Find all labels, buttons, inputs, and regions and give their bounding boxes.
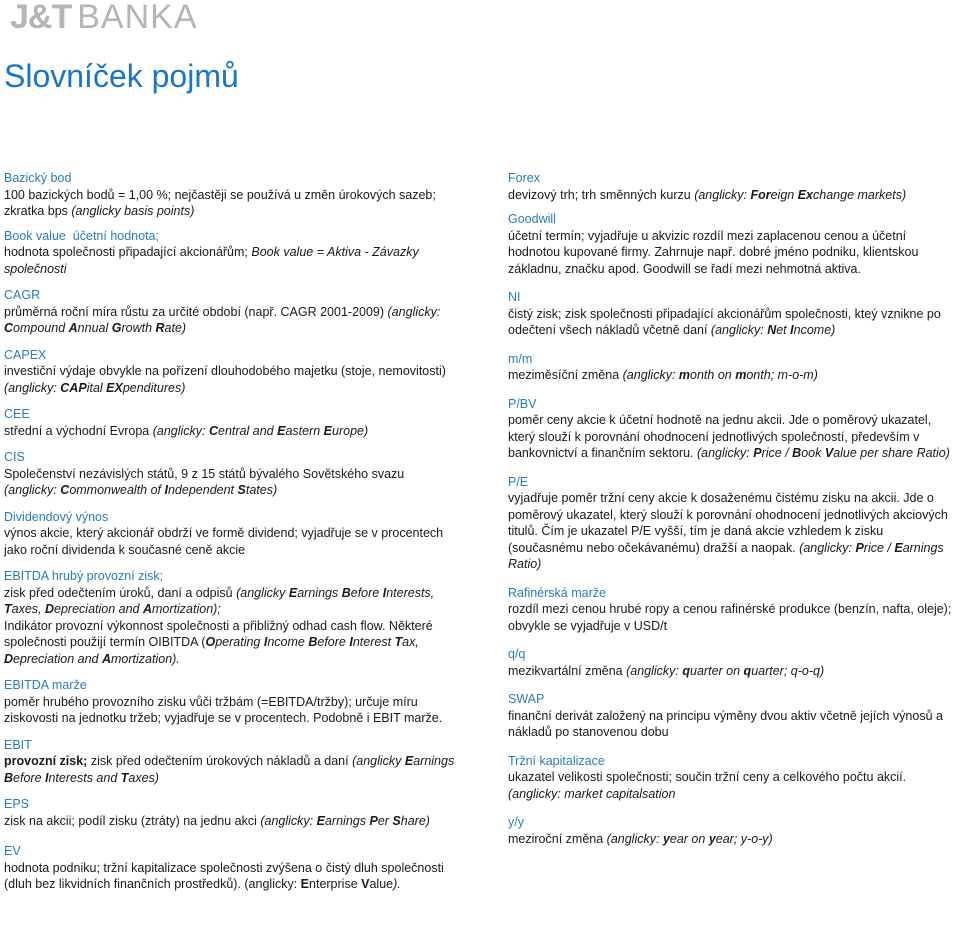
glossary-definition: hodnota podniku; tržní kapitalizace společnosti zvýšena o čistý dluh společnosti (dluh bez likvidních finančních prostředků). (anglicky: Enterprise Value). bbox=[4, 860, 444, 891]
glossary-term: y/y bbox=[508, 815, 524, 829]
glossary-definition: meziměsíční změna (anglicky: month on month; m-o-m) bbox=[508, 368, 818, 382]
glossary-term: Goodwill bbox=[508, 212, 556, 226]
glossary-definition: 100 bazických bodů = 1,00 %; nejčastěji se používá u změn úrokových sazeb; zkratka bps (anglicky basis points) bbox=[4, 187, 436, 218]
glossary-term: P/E bbox=[508, 474, 529, 489]
glossary-definition: ukazatel velikosti společnosti; součin tržní ceny a celkového počtu akcií. (anglicky: market capitalsation bbox=[508, 770, 907, 801]
glossary-term: Bazický bod bbox=[4, 171, 72, 185]
glossary-definition: hodnota společnosti připadající akcionářům; Book value = Aktiva - Závazky společnosti bbox=[4, 245, 419, 276]
glossary-term: P/BV bbox=[508, 396, 537, 411]
glossary-definition: vyjadřuje poměr tržní ceny akcie k dosaženému čistému zisku na akcii. Jde o poměrový ukazatel, který slouží k porovnání ohodnocení jednotlivých akciových titulů. Čím je ukazatel P/E vyšší, tím je daná akcie vzhledem k zisku (současnému nebo očekávanému) dražší a naopak. (anglicky: Price / Earnings Ratio) bbox=[508, 491, 948, 571]
glossary-term: CIS bbox=[4, 450, 25, 464]
glossary-term: CAPEX bbox=[4, 347, 47, 362]
glossary-term: CEE bbox=[4, 407, 30, 421]
glossary-entry bbox=[4, 796, 456, 829]
glossary-definition: střední a východní Evropa (anglicky: Central and Eastern Europe) bbox=[4, 423, 369, 438]
glossary-entry bbox=[4, 737, 456, 787]
glossary-definition: poměr ceny akcie k účetní hodnotě na jednu akcii. Jde o poměrový ukazatel, který slouží k porovnání ohodnocení jednotlivých společností, především v bankovnictví a finančním sektoru. (anglicky: Price / Book Value per share Ratio) bbox=[508, 413, 950, 460]
glossary-entry bbox=[508, 289, 960, 339]
glossary-entry bbox=[508, 646, 960, 679]
page-title: Slovníček pojmů bbox=[4, 58, 239, 94]
glossary-entry bbox=[508, 474, 960, 573]
glossary-entry bbox=[508, 585, 960, 635]
glossary-definition: meziroční změna (anglicky: year on year; y-o-y) bbox=[508, 831, 773, 846]
glossary-term: CAGR bbox=[4, 288, 41, 302]
glossary-entry bbox=[4, 568, 456, 667]
glossary-term: q/q bbox=[508, 647, 526, 661]
glossary-definition: finanční derivát založený na principu výměny dvou aktiv včetně jejích výnosů a nákladů po stanovenou dobu bbox=[508, 708, 943, 739]
glossary-entry bbox=[4, 677, 456, 727]
glossary-definition: provozní zisk; zisk před odečtením úrokových nákladů a daní (anglicky Earnings Before Interests and Taxes) bbox=[4, 754, 455, 785]
glossary-entry bbox=[508, 396, 960, 462]
glossary-definition: zisk před odečtením úroků, daní a odpisů (anglicky Earnings Before Interests, Taxes, Depreciation and Amortization); Indikátor provozní výkonnost společnosti a přibližný odhad cash flow. Některé společnosti použijí termín OIBITDA (Operating Income Before Interest Tax, Depreciation and Amortization). bbox=[4, 585, 435, 666]
glossary-entry bbox=[4, 449, 456, 499]
glossary-entry bbox=[4, 843, 456, 893]
glossary-definition: devizový trh; trh směnných kurzu (anglicky: Foreign Exchange markets) bbox=[508, 187, 907, 202]
glossary-entry bbox=[4, 509, 456, 559]
glossary-left-column bbox=[4, 160, 456, 893]
glossary-definition: čistý zisk; zisk společnosti připadající akcionářům společnosti, kteý vznikne po odečtení všech nákladů včetně daní (anglicky: Net Income) bbox=[508, 306, 941, 337]
glossary-entry bbox=[508, 691, 960, 741]
glossary-term: NI bbox=[508, 290, 521, 304]
glossary-term: EBIT bbox=[4, 737, 32, 752]
glossary-term: EPS bbox=[4, 797, 30, 811]
glossary-entry bbox=[4, 170, 456, 220]
glossary-definition: zisk na akcii; podíl zisku (ztráty) na jednu akci (anglicky: Earnings Per Share) bbox=[4, 813, 430, 828]
glossary-term: Forex bbox=[508, 171, 540, 185]
glossary-definition: mezikvartální změna (anglicky: quarter on quarter; q-o-q) bbox=[508, 663, 825, 678]
glossary-entry bbox=[508, 211, 960, 277]
glossary-entry bbox=[4, 406, 456, 439]
glossary-definition: výnos akcie, který akcionář obdrží ve formě dividend; vyjadřuje se v procentech jako roční dividenda k současné ceně akcie bbox=[4, 526, 444, 557]
glossary-entry bbox=[508, 753, 960, 803]
glossary-term: EBITDA marže bbox=[4, 678, 87, 692]
logo-jt: J&T bbox=[10, 0, 72, 36]
glossary-term: Book value účetní hodnota; bbox=[4, 228, 159, 243]
glossary-entry bbox=[508, 351, 960, 384]
bank-logo bbox=[10, 0, 198, 34]
glossary-definition: účetní termín; vyjadřuje u akvizic rozdíl mezi zaplacenou cenou a účetní hodnotou kupované firmy. Zahrnuje např. dobré jméno podniku, klientskou základnu, značku apod. Goodwill se řadí mezi nehmotná aktiva. bbox=[508, 228, 919, 276]
glossary-term: EV bbox=[4, 844, 21, 858]
glossary-definition: průměrná roční míra růstu za určité období (např. CAGR 2001-2009) (anglicky: Compound Annual Growth Rate) bbox=[4, 304, 441, 335]
glossary-entry bbox=[4, 287, 456, 337]
glossary-term: Dividendový výnos bbox=[4, 509, 109, 524]
glossary-definition: rozdíl mezi cenou hrubé ropy a cenou rafinérské produkce (benzín, nafta, oleje); obvykle se vyjadřuje v USD/t bbox=[508, 602, 952, 633]
glossary-definition: Společenství nezávislých států, 9 z 15 států bývalého Sovětského svazu (anglicky: Commonwealth of Independent States) bbox=[4, 466, 405, 497]
glossary-definition: investiční výdaje obvykle na pořízení dlouhodobého majetku (stoje, nemovitosti) (anglicky: CAPital EXpenditures) bbox=[4, 364, 446, 395]
glossary-definition: poměr hrubého provozního zisku vůči tržbám (=EBITDA/tržby); určuje míru ziskovosti na jednotku tržeb; vyjadřuje se v procentech. Podobně i EBIT marže. bbox=[4, 694, 443, 725]
glossary-term: EBITDA hrubý provozní zisk; bbox=[4, 569, 164, 583]
glossary-term: m/m bbox=[508, 351, 533, 366]
glossary-term: Rafinérská marže bbox=[508, 585, 606, 600]
logo-banka: BANKA bbox=[77, 0, 198, 36]
glossary-entry bbox=[508, 814, 960, 847]
glossary-entry bbox=[4, 347, 456, 397]
glossary-entry bbox=[508, 170, 960, 203]
glossary-term: SWAP bbox=[508, 692, 545, 706]
glossary-entry bbox=[4, 228, 456, 278]
glossary-term: Tržní kapitalizace bbox=[508, 753, 605, 768]
glossary-right-column bbox=[508, 160, 960, 847]
